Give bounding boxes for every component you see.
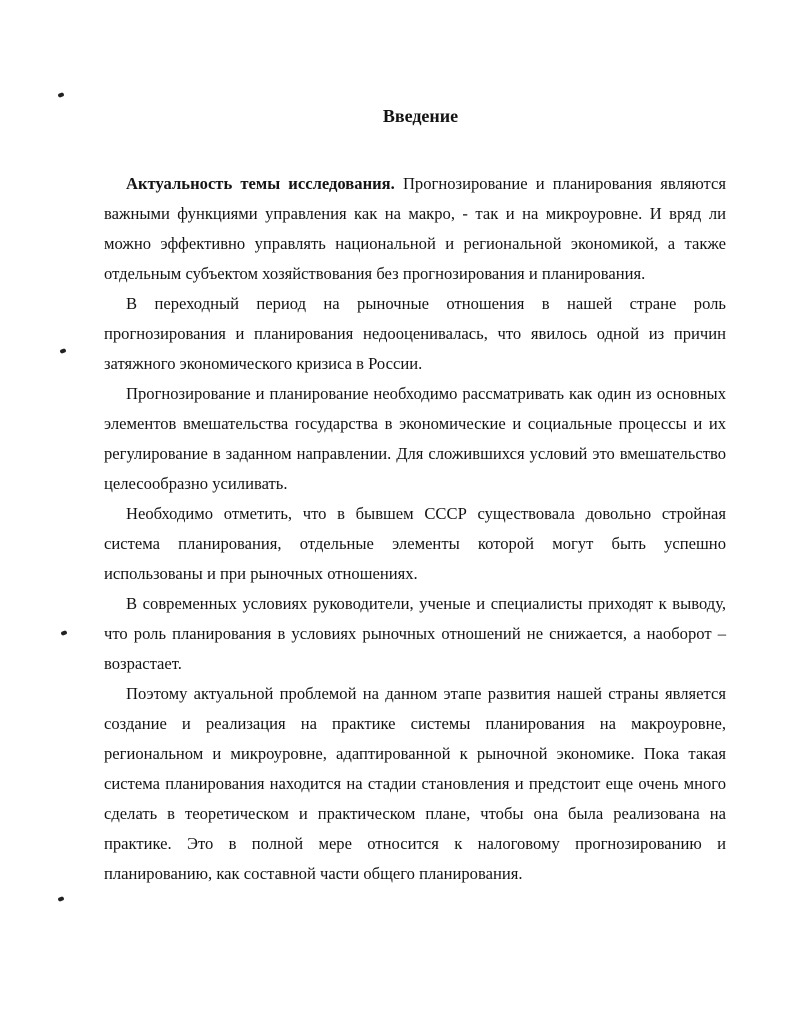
page-title: Введение: [382, 106, 459, 126]
document-body: [104, 169, 726, 889]
scan-speck-mark: [60, 630, 67, 636]
scan-speck-mark: [59, 348, 66, 354]
paragraph-lead: Актуальность темы исследования.: [126, 174, 395, 193]
paragraph-5: В современных условиях руководители, ученые и специалисты приходят к выводу, что роль планирования в условиях рыночных отношений не снижается, а наоборот – возрастает.: [104, 594, 726, 673]
paragraph-3: Прогнозирование и планирование необходимо рассматривать как один из основных элементов вмешательства государства в экономические и социальные процессы и их регулирование в заданном направлении. Для сложившихся условий это вмешательство целесообразно усиливать.: [104, 384, 726, 493]
scan-speck-mark: [57, 896, 64, 902]
scan-speck-mark: [57, 92, 64, 98]
paragraph-6: Поэтому актуальной проблемой на данном этапе развития нашей страны является создание и реализация на практике системы планирования на макроуровне, региональном и микроуровне, адаптированной к рыночной экономике. Пока такая система планирования находится на стадии становления и предстоит еще очень много сделать в теоретическом и практическом плане, чтобы она была реализована на практике. Это в полной мере относится к налоговому прогнозированию и планированию, как составной части общего планирования.: [104, 684, 726, 883]
paragraph-text: Прогнозирование и планирования являются важными функциями управления как на макро, - так и на микроуровне. И вряд ли можно эффективно управлять национальной и региональной экономикой, а также отдельным субъектом хозяйствования без прогнозирования и планирования.: [104, 174, 726, 283]
paragraph-4: Необходимо отметить, что в бывшем СССР существовала довольно стройная система планирования, отдельные элементы которой могут быть успешно использованы и при рыночных отношениях.: [104, 504, 726, 583]
paragraph-1: [104, 169, 726, 289]
paragraph-2: В переходный период на рыночные отношения в нашей стране роль прогнозирования и планирования недооценивалась, что явилось одной из причин затяжного экономического кризиса в России.: [104, 294, 726, 373]
